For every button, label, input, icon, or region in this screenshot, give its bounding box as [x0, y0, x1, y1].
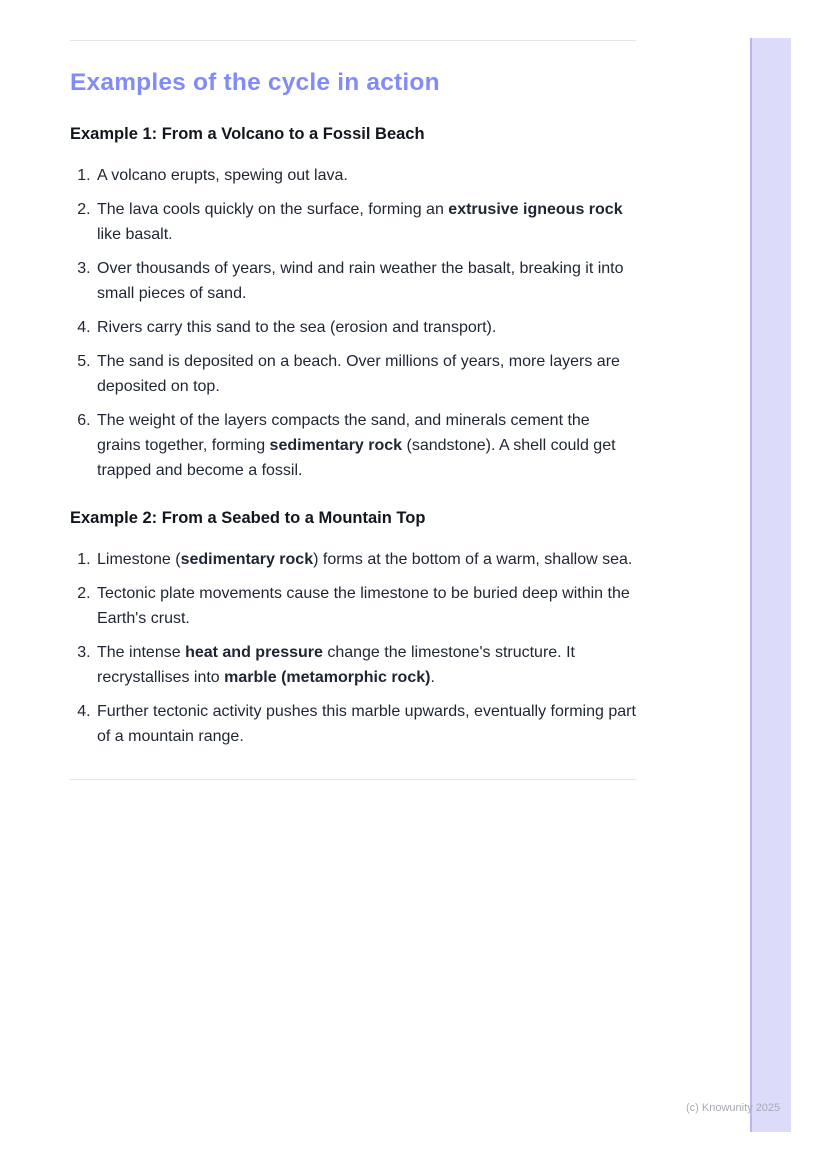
text-segment: sedimentary rock	[180, 551, 314, 568]
text-segment: Tectonic plate movements cause the limestone to be buried deep within the Earth's crust.	[97, 585, 630, 627]
text-segment: Over thousands of years, wind and rain weather the basalt, breaking it into small pieces of sand.	[97, 260, 624, 302]
example1-heading: Example 1: From a Volcano to a Fossil Beach	[70, 125, 425, 143]
text-segment: extrusive igneous rock	[448, 201, 623, 218]
text-segment: Further tectonic activity pushes this marble upwards, eventually forming part of a mountain range.	[97, 703, 636, 745]
text-segment: marble (metamorphic rock)	[224, 669, 431, 686]
text-segment: .	[430, 669, 435, 686]
watermark: (c) Knowunity 2025	[686, 1102, 781, 1114]
text-segment: The intense	[97, 644, 186, 661]
text-segment: change the limestone's structure. It recrystallises into	[97, 644, 575, 686]
divider	[70, 40, 636, 41]
list-item	[95, 349, 636, 399]
text-segment: (sandstone). A shell could get trapped and become a fossil.	[97, 437, 616, 479]
text-segment: sedimentary rock	[269, 437, 403, 454]
list-item	[95, 163, 636, 188]
list-item	[95, 197, 636, 247]
text-segment: The weight of the layers compacts the sand, and minerals cement the grains together, forming	[97, 412, 590, 454]
divider	[70, 779, 636, 780]
text-segment: ) forms at the bottom of a warm, shallow sea.	[313, 551, 633, 568]
list-item	[95, 408, 636, 483]
scrollbar-track[interactable]	[750, 38, 791, 1132]
example2-list	[70, 547, 636, 749]
text-segment: Limestone (	[97, 551, 181, 568]
example1-list	[70, 163, 636, 483]
text-segment: heat and pressure	[185, 644, 323, 661]
list-item	[95, 315, 636, 340]
list-item	[95, 547, 636, 572]
text-segment: like basalt.	[97, 226, 173, 243]
text-segment: The sand is deposited on a beach. Over millions of years, more layers are deposited on top.	[97, 353, 620, 395]
text-segment: The lava cools quickly on the surface, forming an	[97, 201, 449, 218]
example2-heading: Example 2: From a Seabed to a Mountain Top	[70, 509, 426, 527]
list-item	[95, 699, 636, 749]
list-item	[95, 581, 636, 631]
list-item	[95, 256, 636, 306]
section-heading-examples: Examples of the cycle in action	[70, 69, 440, 96]
list-item	[95, 640, 636, 690]
text-segment: Rivers carry this sand to the sea (erosion and transport).	[97, 319, 497, 336]
document-content	[70, 0, 636, 806]
text-segment: A volcano erupts, spewing out lava.	[97, 167, 348, 184]
